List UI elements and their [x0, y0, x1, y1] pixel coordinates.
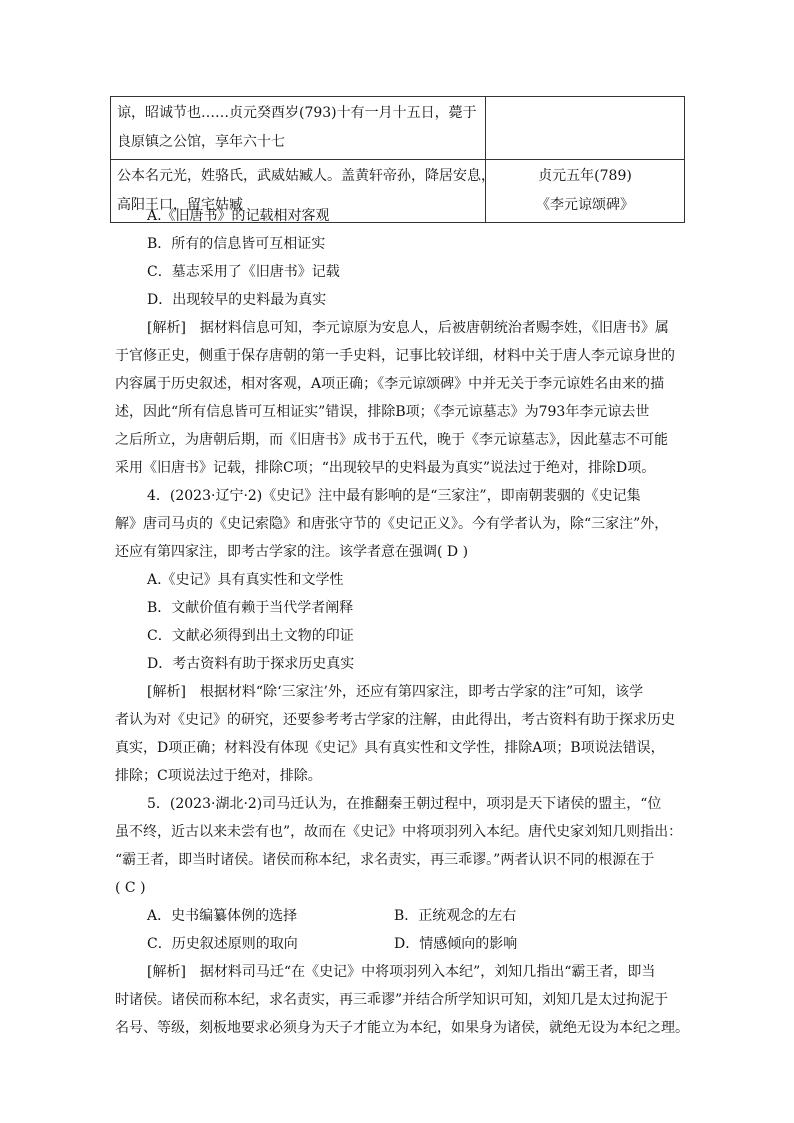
q4-option-b: B．文献价值有赖于当代学者阐释 — [147, 600, 354, 616]
q4-stem-line: 还应有第四家注，即考古学家的注。该学者意在强调( D ) — [115, 544, 469, 560]
q5-stem-line: “霸王者，即当时诸侯。诸侯而称本纪，求名责实，再三乖谬。”两者认识不同的根源在于 — [115, 852, 655, 868]
q4-analysis-line: 真实，D项正确；材料没有体现《史记》具有真实性和文学性，排除A项；B项说法错误， — [115, 740, 665, 756]
table-cell — [111, 97, 486, 160]
q5-stem-line: 虽不终，近古以来未尝有也”，故而在《史记》中将项羽列入本纪。唐代史家刘知几则指出： — [115, 824, 683, 840]
q3-analysis-line: 内容属于历史叙述，相对客观，A项正确；《李元谅颂碑》中并无关于李元谅姓名由来的描 — [115, 376, 665, 392]
q3-analysis-line: 采用《旧唐书》记载，排除C项；“出现较早的史料最为真实”说法过于绝对，排除D项。 — [115, 460, 656, 476]
cell-text: 谅，昭诚节也……贞元癸酉岁(793)十有一月十五日，薨于 — [117, 105, 477, 121]
q5-analysis-line: [解析] 据材料司马迁“在《史记》中将项羽列入本纪”，刘知几指出“霸王者，即当 — [147, 964, 656, 980]
table-cell — [486, 97, 685, 160]
q4-stem-line: 解》唐司马贞的《史记索隐》和唐张守节的《史记正义》。今有学者认为，除“三家注”外， — [115, 516, 669, 532]
table-row — [111, 97, 685, 160]
q3-option-b: B．所有的信息皆可互相证实 — [147, 236, 326, 252]
q5-analysis-line: 名号、等级，刻板地要求必须身为天子才能立为本纪，如果身为诸侯，就绝无设为本纪之理。 — [115, 1020, 689, 1036]
q4-option-a: A.《史记》具有真实性和文学性 — [147, 572, 344, 588]
q3-analysis-line: 于官修正史，侧重于保存唐朝的第一手史料，记事比较详细，材料中关于唐人李元谅身世的 — [115, 348, 675, 364]
q4-option-c: C．文献必须得到出土文物的印证 — [147, 628, 354, 644]
table-cell — [486, 160, 685, 223]
q5-option-a: A．史书编纂体例的选择 — [147, 908, 298, 924]
q4-analysis-line: 排除；C项说法过于绝对，排除。 — [115, 768, 322, 784]
cell-text: 贞元五年(789) — [538, 168, 632, 184]
q3-option-a: A.《旧唐书》的记载相对客观 — [147, 208, 330, 224]
q4-analysis-line: 者认为对《史记》的研究，还要参考考古学家的注解，由此得出，考古资料有助于探求历史 — [115, 712, 675, 728]
q5-option-c: C．历史叙述原则的取向 — [147, 936, 298, 952]
q5-option-b: B．正统观念的左右 — [394, 908, 517, 924]
q4-analysis-line: [解析] 根据材料“除‘三家注’外，还应有第四家注，即考古学家的注”可知，该学 — [147, 684, 644, 700]
q5-option-d: D．情感倾向的影响 — [394, 936, 518, 952]
q3-option-c: C．墓志采用了《旧唐书》记载 — [147, 264, 340, 280]
q5-stem-line: ( C ) — [115, 880, 146, 896]
source-table — [110, 96, 685, 223]
q3-analysis-line: 之后所立，为唐朝后期，而《旧唐书》成书于五代，晚于《李元谅墓志》，因此墓志不可能 — [115, 432, 668, 448]
q3-analysis-line: 述，因此“所有信息皆可互相证实”错误，排除B项；《李元谅墓志》为793年李元谅去世 — [115, 404, 650, 420]
cell-text: 良原镇之公馆，享年六十七 — [117, 134, 285, 150]
q4-stem-line: 4．(2023·辽宁·2)《史记》注中最有影响的是“三家注”，即南朝裴骃的《史记集 — [147, 488, 641, 504]
q5-analysis-line: 时诸侯。诸侯而称本纪，求名责实，再三乖谬”并结合所学知识可知，刘知几是太过拘泥于 — [115, 992, 669, 1008]
q3-option-d: D．出现较早的史料最为真实 — [147, 292, 327, 308]
cell-text: 《李元谅颂碑》 — [536, 197, 634, 213]
q4-option-d: D．考古资料有助于探求历史真实 — [147, 656, 355, 672]
q3-analysis-line: [解析] 据材料信息可知，李元谅原为安息人，后被唐朝统治者赐李姓，《旧唐书》属 — [147, 320, 669, 336]
q5-stem-line: 5．(2023·湖北·2)司马迁认为，在推翻秦王朝过程中，项羽是天下诸侯的盟主，“位 — [147, 796, 662, 812]
cell-text: 公本名元光，姓骆氏，武威姑臧人。盖黄轩帝孙，降居安息， — [117, 168, 495, 184]
cell-text: 高阳王口，留宅姑臧 — [117, 197, 243, 213]
